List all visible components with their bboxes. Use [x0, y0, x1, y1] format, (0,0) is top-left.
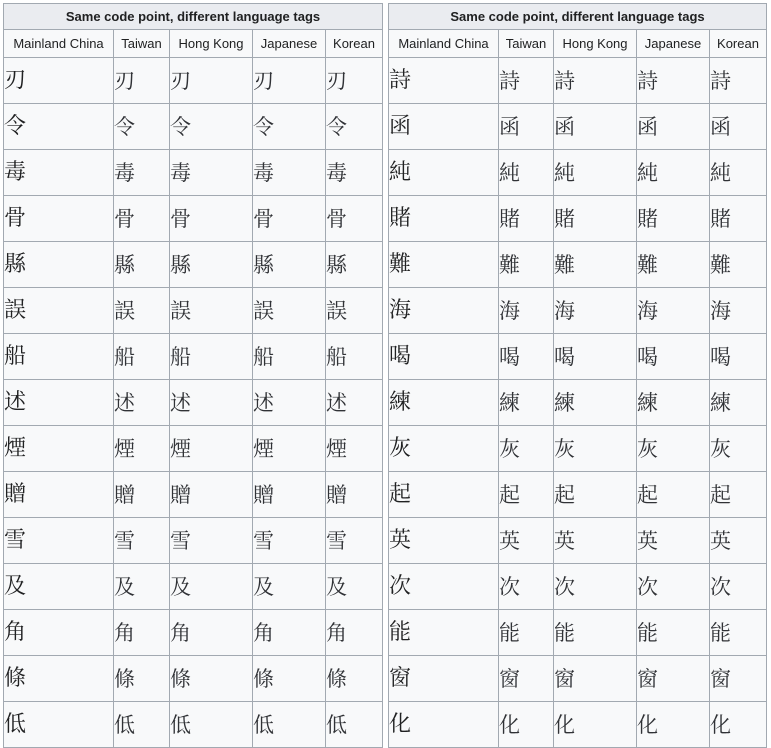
glyph-cell-japanese: 難 [637, 242, 710, 288]
glyph-cell-japanese: 喝 [637, 334, 710, 380]
table-row [4, 104, 383, 150]
glyph-cell-hong-kong: 骨 [170, 196, 253, 242]
glyph-cell-mainland-china: 英 [389, 518, 499, 564]
glyph-cell-taiwan: 雪 [114, 518, 170, 564]
glyph-cell-taiwan: 煙 [114, 426, 170, 472]
glyph-cell-mainland-china: 述 [4, 380, 114, 426]
glyph-cell-korean: 令 [326, 104, 383, 150]
glyph-cell-mainland-china: 縣 [4, 242, 114, 288]
glyph-cell-korean: 英 [710, 518, 767, 564]
glyph-cell-hong-kong: 條 [170, 656, 253, 702]
table-row [4, 196, 383, 242]
glyph-cell-japanese: 函 [637, 104, 710, 150]
glyph-cell-korean: 及 [326, 564, 383, 610]
glyph-cell-mainland-china: 喝 [389, 334, 499, 380]
table-row [389, 610, 767, 656]
glyph-cell-mainland-china: 雪 [4, 518, 114, 564]
table-row [389, 334, 767, 380]
glyph-cell-mainland-china: 誤 [4, 288, 114, 334]
header-row [4, 30, 383, 58]
glyph-cell-japanese: 賭 [637, 196, 710, 242]
glyph-cell-mainland-china: 純 [389, 150, 499, 196]
header-row [389, 30, 767, 58]
glyph-cell-hong-kong: 詩 [554, 58, 637, 104]
column-header-mainland-china: Mainland China [4, 30, 114, 58]
table-row [4, 380, 383, 426]
glyph-cell-mainland-china: 難 [389, 242, 499, 288]
glyph-cell-korean: 練 [710, 380, 767, 426]
table-row [389, 564, 767, 610]
glyph-cell-korean: 詩 [710, 58, 767, 104]
glyph-cell-japanese: 純 [637, 150, 710, 196]
glyph-cell-hong-kong: 述 [170, 380, 253, 426]
glyph-cell-japanese: 起 [637, 472, 710, 518]
glyph-cell-mainland-china: 起 [389, 472, 499, 518]
glyph-cell-korean: 賭 [710, 196, 767, 242]
glyph-cell-mainland-china: 海 [389, 288, 499, 334]
glyph-cell-japanese: 刃 [253, 58, 326, 104]
glyph-cell-hong-kong: 誤 [170, 288, 253, 334]
glyph-cell-hong-kong: 純 [554, 150, 637, 196]
glyph-cell-korean: 海 [710, 288, 767, 334]
glyph-cell-japanese: 船 [253, 334, 326, 380]
glyph-cell-taiwan: 函 [499, 104, 554, 150]
glyph-cell-hong-kong: 賭 [554, 196, 637, 242]
column-header-japanese: Japanese [637, 30, 710, 58]
glyph-cell-korean: 述 [326, 380, 383, 426]
table-row [4, 242, 383, 288]
glyph-cell-japanese: 煙 [253, 426, 326, 472]
glyph-cell-hong-kong: 角 [170, 610, 253, 656]
table-row [4, 334, 383, 380]
glyph-cell-hong-kong: 英 [554, 518, 637, 564]
glyph-cell-japanese: 灰 [637, 426, 710, 472]
glyph-cell-hong-kong: 灰 [554, 426, 637, 472]
glyph-cell-japanese: 能 [637, 610, 710, 656]
glyph-cell-hong-kong: 能 [554, 610, 637, 656]
glyph-cell-taiwan: 賭 [499, 196, 554, 242]
glyph-cell-japanese: 述 [253, 380, 326, 426]
language-tag-table-right [388, 3, 767, 748]
glyph-cell-mainland-china: 灰 [389, 426, 499, 472]
glyph-cell-hong-kong: 函 [554, 104, 637, 150]
column-header-korean: Korean [326, 30, 383, 58]
glyph-cell-taiwan: 灰 [499, 426, 554, 472]
table-row [4, 58, 383, 104]
language-tag-table-left [3, 3, 383, 748]
table-body [389, 58, 767, 748]
glyph-cell-korean: 縣 [326, 242, 383, 288]
glyph-cell-taiwan: 英 [499, 518, 554, 564]
table-row [4, 656, 383, 702]
glyph-cell-japanese: 雪 [253, 518, 326, 564]
glyph-cell-taiwan: 喝 [499, 334, 554, 380]
glyph-cell-mainland-china: 函 [389, 104, 499, 150]
glyph-cell-taiwan: 純 [499, 150, 554, 196]
table-row [389, 196, 767, 242]
glyph-cell-taiwan: 令 [114, 104, 170, 150]
glyph-cell-hong-kong: 難 [554, 242, 637, 288]
glyph-cell-taiwan: 述 [114, 380, 170, 426]
caption-row [4, 4, 383, 30]
glyph-cell-korean: 誤 [326, 288, 383, 334]
table-row [389, 702, 767, 748]
glyph-cell-korean: 骨 [326, 196, 383, 242]
glyph-cell-korean: 灰 [710, 426, 767, 472]
column-header-mainland-china: Mainland China [389, 30, 499, 58]
glyph-cell-mainland-china: 毒 [4, 150, 114, 196]
table-row [389, 656, 767, 702]
glyph-cell-taiwan: 誤 [114, 288, 170, 334]
glyph-cell-taiwan: 練 [499, 380, 554, 426]
glyph-cell-korean: 化 [710, 702, 767, 748]
glyph-cell-japanese: 英 [637, 518, 710, 564]
glyph-cell-taiwan: 角 [114, 610, 170, 656]
glyph-cell-japanese: 贈 [253, 472, 326, 518]
glyph-cell-mainland-china: 詩 [389, 58, 499, 104]
table-row [389, 426, 767, 472]
glyph-cell-korean: 刃 [326, 58, 383, 104]
glyph-cell-japanese: 化 [637, 702, 710, 748]
glyph-cell-korean: 條 [326, 656, 383, 702]
glyph-cell-japanese: 令 [253, 104, 326, 150]
glyph-cell-hong-kong: 低 [170, 702, 253, 748]
glyph-cell-mainland-china: 條 [4, 656, 114, 702]
glyph-cell-mainland-china: 贈 [4, 472, 114, 518]
glyph-cell-korean: 起 [710, 472, 767, 518]
glyph-cell-hong-kong: 毒 [170, 150, 253, 196]
glyph-cell-hong-kong: 雪 [170, 518, 253, 564]
glyph-cell-taiwan: 難 [499, 242, 554, 288]
glyph-cell-korean: 毒 [326, 150, 383, 196]
glyph-cell-korean: 窗 [710, 656, 767, 702]
glyph-cell-taiwan: 毒 [114, 150, 170, 196]
glyph-cell-korean: 函 [710, 104, 767, 150]
glyph-cell-taiwan: 骨 [114, 196, 170, 242]
table-row [4, 426, 383, 472]
glyph-cell-korean: 喝 [710, 334, 767, 380]
glyph-cell-japanese: 條 [253, 656, 326, 702]
table-row [4, 150, 383, 196]
column-header-hong-kong: Hong Kong [554, 30, 637, 58]
glyph-cell-taiwan: 窗 [499, 656, 554, 702]
glyph-cell-korean: 角 [326, 610, 383, 656]
glyph-cell-japanese: 骨 [253, 196, 326, 242]
glyph-cell-mainland-china: 化 [389, 702, 499, 748]
table-row [389, 380, 767, 426]
glyph-cell-hong-kong: 次 [554, 564, 637, 610]
table-row [4, 518, 383, 564]
glyph-cell-taiwan: 詩 [499, 58, 554, 104]
table-body [4, 58, 383, 748]
glyph-cell-japanese: 角 [253, 610, 326, 656]
glyph-cell-hong-kong: 令 [170, 104, 253, 150]
glyph-cell-taiwan: 低 [114, 702, 170, 748]
glyph-cell-mainland-china: 令 [4, 104, 114, 150]
glyph-cell-hong-kong: 海 [554, 288, 637, 334]
glyph-cell-japanese: 詩 [637, 58, 710, 104]
glyph-cell-taiwan: 刃 [114, 58, 170, 104]
glyph-cell-taiwan: 次 [499, 564, 554, 610]
glyph-cell-mainland-china: 能 [389, 610, 499, 656]
glyph-cell-korean: 船 [326, 334, 383, 380]
glyph-cell-korean: 雪 [326, 518, 383, 564]
glyph-cell-japanese: 誤 [253, 288, 326, 334]
caption-row [389, 4, 767, 30]
glyph-cell-mainland-china: 船 [4, 334, 114, 380]
glyph-cell-korean: 純 [710, 150, 767, 196]
glyph-cell-taiwan: 能 [499, 610, 554, 656]
table-caption: Same code point, different language tags [389, 4, 767, 30]
table-row [389, 472, 767, 518]
glyph-cell-japanese: 縣 [253, 242, 326, 288]
glyph-cell-japanese: 次 [637, 564, 710, 610]
glyph-cell-hong-kong: 窗 [554, 656, 637, 702]
column-header-taiwan: Taiwan [499, 30, 554, 58]
glyph-cell-hong-kong: 縣 [170, 242, 253, 288]
table-row [389, 518, 767, 564]
glyph-cell-japanese: 海 [637, 288, 710, 334]
glyph-cell-korean: 能 [710, 610, 767, 656]
table-row [4, 564, 383, 610]
table-row [389, 104, 767, 150]
table-caption: Same code point, different language tags [4, 4, 383, 30]
glyph-cell-mainland-china: 煙 [4, 426, 114, 472]
glyph-cell-korean: 贈 [326, 472, 383, 518]
table-row [389, 58, 767, 104]
glyph-cell-japanese: 及 [253, 564, 326, 610]
glyph-cell-japanese: 毒 [253, 150, 326, 196]
glyph-cell-mainland-china: 低 [4, 702, 114, 748]
column-header-japanese: Japanese [253, 30, 326, 58]
glyph-cell-mainland-china: 角 [4, 610, 114, 656]
table-row [4, 610, 383, 656]
glyph-cell-korean: 難 [710, 242, 767, 288]
glyph-cell-hong-kong: 煙 [170, 426, 253, 472]
glyph-cell-hong-kong: 化 [554, 702, 637, 748]
table-row [4, 702, 383, 748]
glyph-cell-mainland-china: 刃 [4, 58, 114, 104]
glyph-cell-mainland-china: 練 [389, 380, 499, 426]
glyph-cell-taiwan: 起 [499, 472, 554, 518]
glyph-cell-taiwan: 及 [114, 564, 170, 610]
glyph-cell-mainland-china: 及 [4, 564, 114, 610]
glyph-cell-korean: 低 [326, 702, 383, 748]
glyph-cell-hong-kong: 起 [554, 472, 637, 518]
column-header-hong-kong: Hong Kong [170, 30, 253, 58]
glyph-cell-japanese: 窗 [637, 656, 710, 702]
glyph-cell-taiwan: 贈 [114, 472, 170, 518]
glyph-cell-taiwan: 海 [499, 288, 554, 334]
table-row [389, 242, 767, 288]
column-header-taiwan: Taiwan [114, 30, 170, 58]
table-row [4, 472, 383, 518]
glyph-cell-hong-kong: 贈 [170, 472, 253, 518]
glyph-cell-taiwan: 縣 [114, 242, 170, 288]
glyph-cell-hong-kong: 練 [554, 380, 637, 426]
glyph-cell-hong-kong: 刃 [170, 58, 253, 104]
glyph-cell-mainland-china: 窗 [389, 656, 499, 702]
glyph-cell-taiwan: 船 [114, 334, 170, 380]
glyph-cell-mainland-china: 次 [389, 564, 499, 610]
glyph-cell-mainland-china: 賭 [389, 196, 499, 242]
glyph-cell-japanese: 低 [253, 702, 326, 748]
table-row [389, 288, 767, 334]
glyph-cell-hong-kong: 及 [170, 564, 253, 610]
table-row [4, 288, 383, 334]
glyph-cell-japanese: 練 [637, 380, 710, 426]
column-header-korean: Korean [710, 30, 767, 58]
glyph-cell-hong-kong: 船 [170, 334, 253, 380]
glyph-cell-hong-kong: 喝 [554, 334, 637, 380]
glyph-cell-taiwan: 條 [114, 656, 170, 702]
table-row [389, 150, 767, 196]
glyph-cell-korean: 煙 [326, 426, 383, 472]
glyph-cell-korean: 次 [710, 564, 767, 610]
glyph-cell-taiwan: 化 [499, 702, 554, 748]
glyph-cell-mainland-china: 骨 [4, 196, 114, 242]
